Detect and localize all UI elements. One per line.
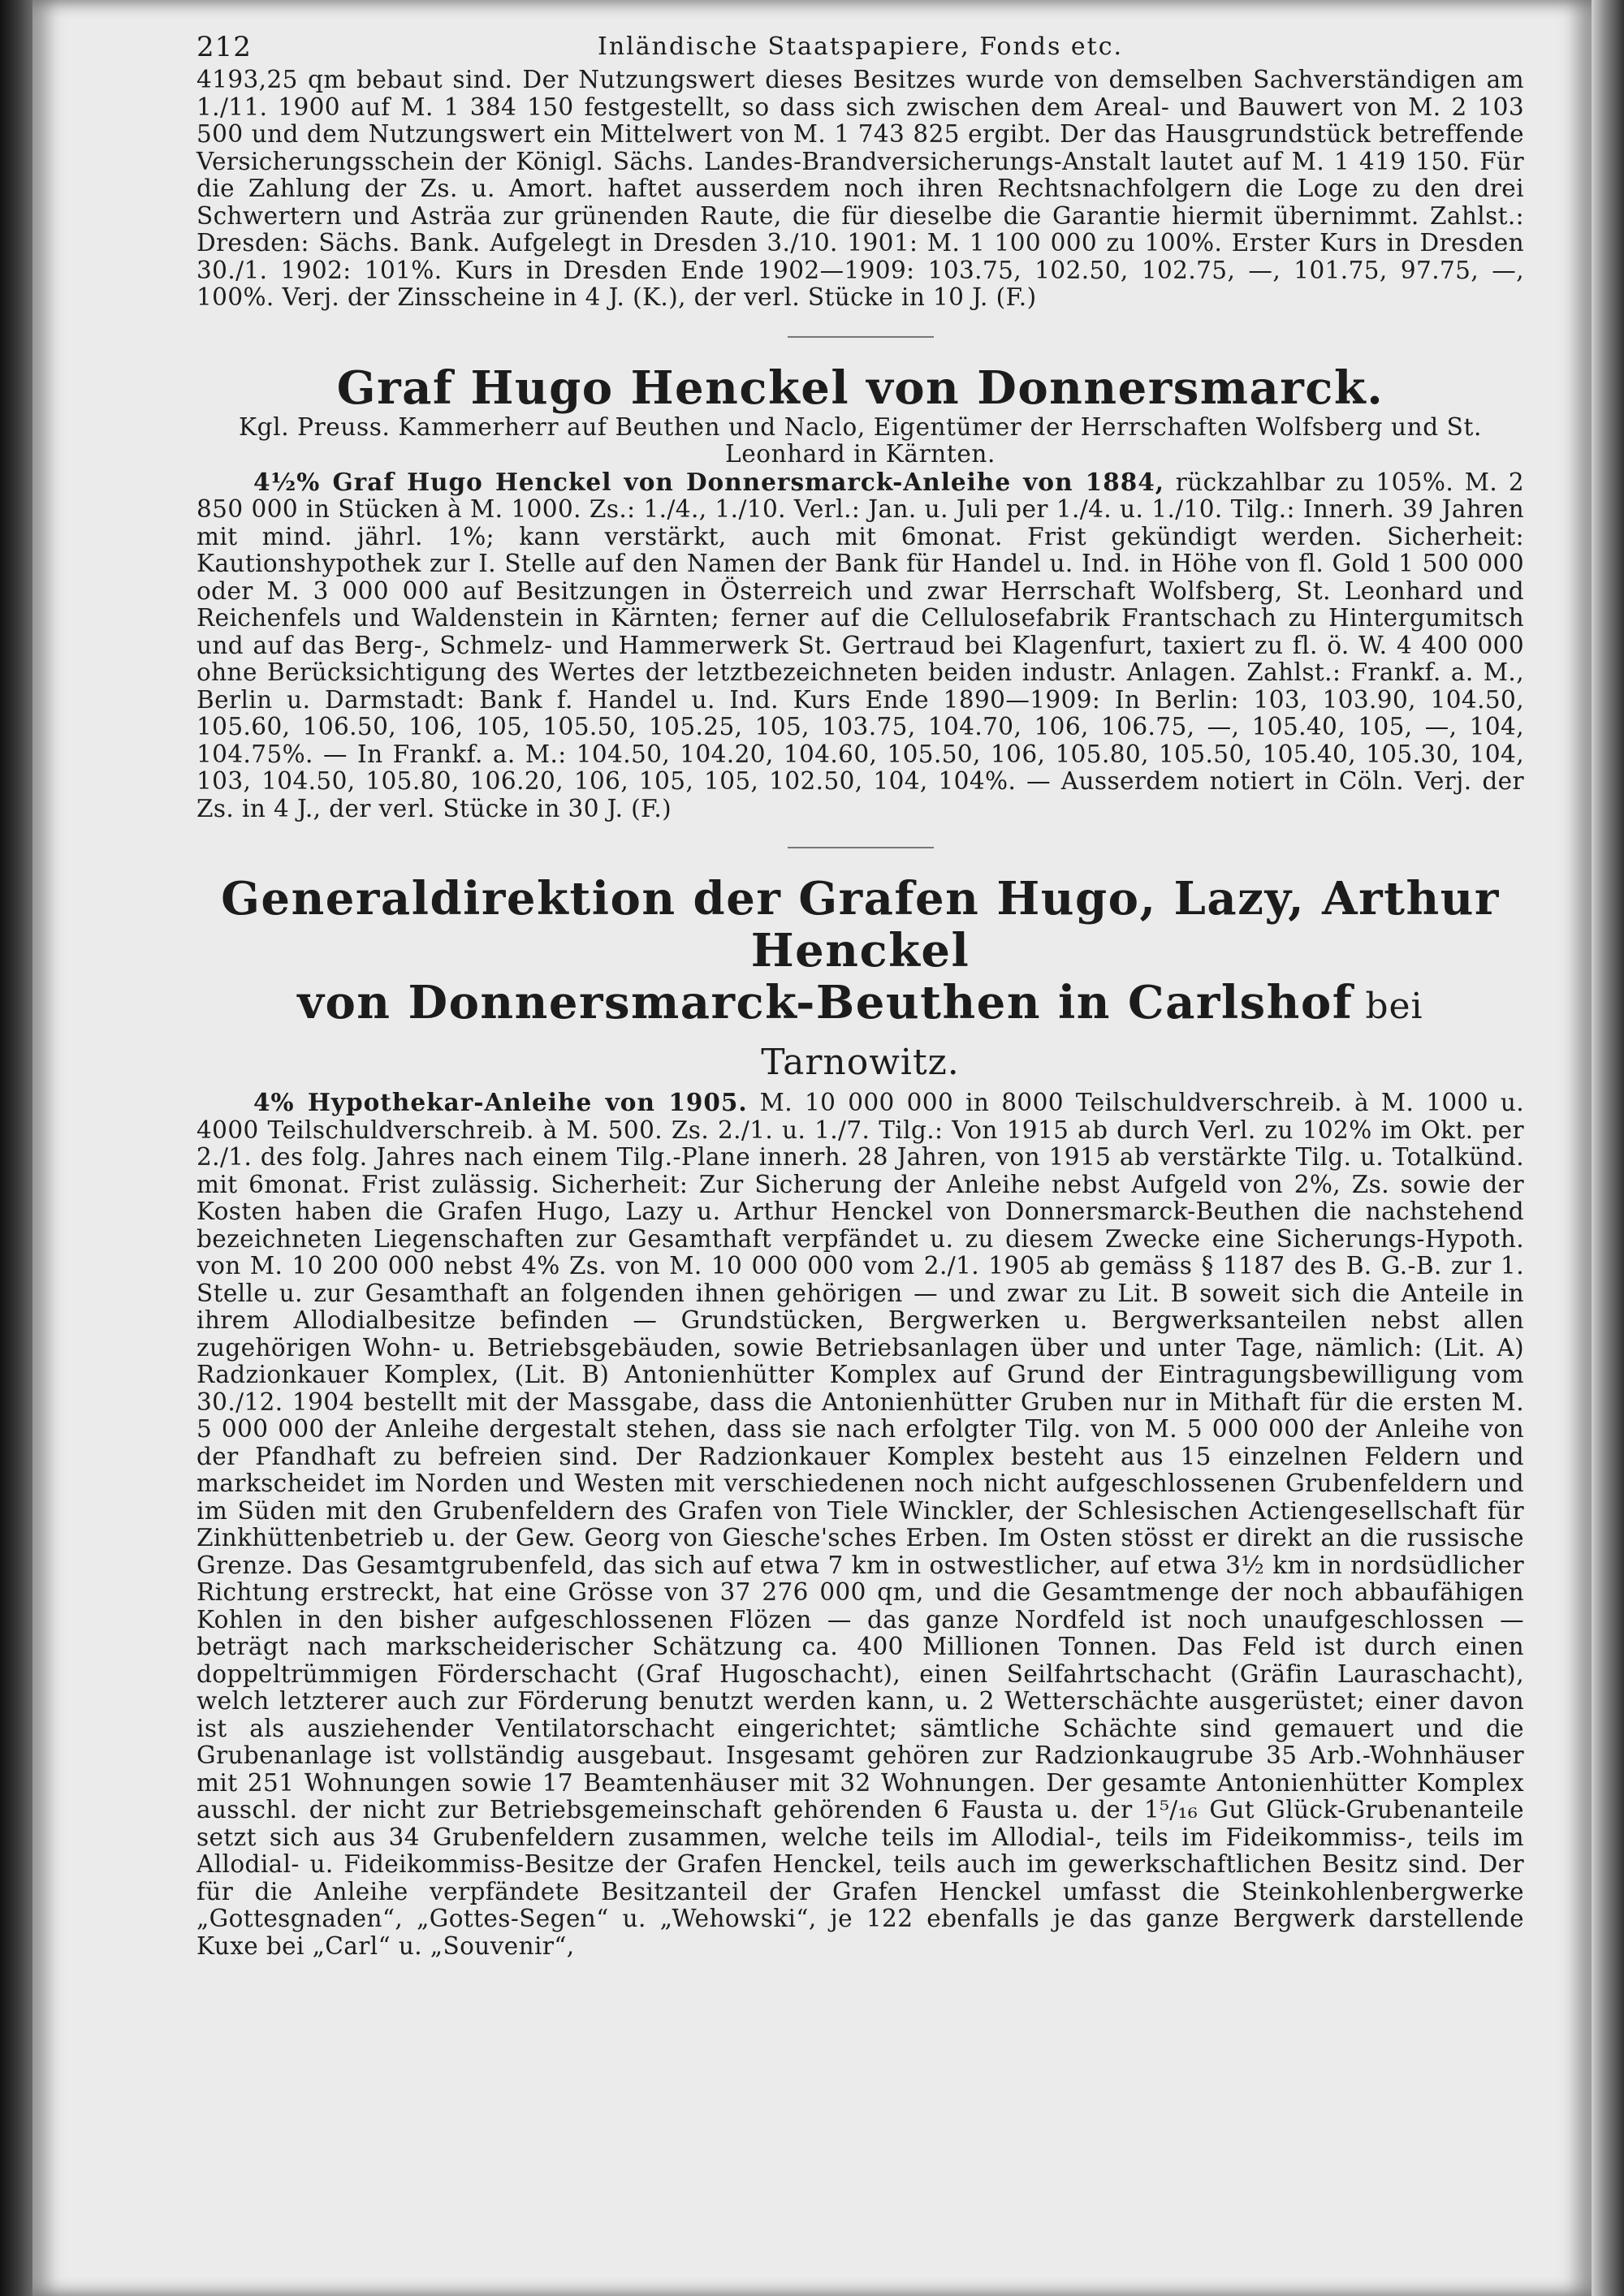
- running-header: [197, 24, 1524, 67]
- heading-location: bei Tarnowitz.: [761, 986, 1423, 1083]
- section-divider: [788, 336, 934, 338]
- book-binding: [0, 0, 32, 2296]
- section-subheading: Kgl. Preuss. Kammerherr auf Beuthen und Naclo, Eigentümer der Herrschaften Wolfsberg und St. Leonhard in Kärnten.: [239, 412, 1482, 468]
- intro-paragraph: 4193,25 qm bebaut sind. Der Nutzungswert dieses Besitzes wurde von demselben Sachverständigen am 1./11. 1900 auf M. 1 384 150 festgestellt, so dass sich zwischen dem Areal- und Bauwert von M. 2 103 500 und dem Nutzungswert ein Mittelwert von M. 1 743 825 ergibt. Der das Hausgrundstück betreffende Versicherungsschein der Königl. Sächs. Landes-Brandversicherungs-Anstalt lautet auf M. 1 419 150. Für die Zahlung der Zs. u. Amort. haftet ausserdem noch ihren Rechtsnachfolgern die Loge zu den drei Schwertern und Asträa zur grünenden Raute, die für dieselbe die Garantie hiermit übernimmt. Zahlst.: Dresden: Sächs. Bank. Aufgelegt in Dresden 3./10. 1901: M. 1 100 000 zu 100%. Erster Kurs in Dresden 30./1. 1902: 101%. Kurs in Dresden Ende 1902—1909: 103.75, 102.50, 102.75, —, 101.75, 97.75, —, 100%. Verj. der Zinsscheine in 4 J. (K.), der verl. Stücke in 10 J. (F.): [197, 66, 1524, 311]
- loan-body-1884: rückzahlbar zu 105%. M. 2 850 000 in Stücken à M. 1000. Zs.: 1./4., 1./10. Verl.: Jan. u. Juli per 1./4. u. 1./10. Tilg.: Innerh. 39 Jahren mit mind. jährl. 1%; kann verstärkt, auch mit 6monat. Frist gekündigt werden. Sicherheit: Kautionshypothek zur I. Stelle auf den Namen der Bank für Handel u. Ind. in Höhe von fl. Gold 1 500 000 oder M. 3 000 000 auf Besitzungen in Österreich und zwar Herrschaft Wolfsberg, St. Leonhard und Reichenfels und Waldenstein in Kärnten; ferner auf die Cellulosefabrik Frantschach zu Hintergumitsch und auf das Berg-, Schmelz- und Hammerwerk St. Gertraud bei Klagenfurt, taxiert zu fl. ö. W. 4 400 000 ohne Berücksichtigung des Wertes der letztbezeichneten beiden industr. Anlagen. Zahlst.: Frankf. a. M., Berlin u. Darmstadt: Bank f. Handel u. Ind. Kurs Ende 1890—1909: In Berlin: 103, 103.90, 104.50, 105.60, 106.50, 106, 105, 105.50, 105.25, 105, 103.75, 104.70, 106, 106.75, —, 105.40, 105, —, 104, 104.75%. — In Frankf. a. M.: 104.50, 104.20, 104.60, 105.50, 106, 105.80, 105.50, 105.40, 105.30, 104, 103, 104.50, 105.80, 106.20, 106, 105, 105, 102.50, 104, 104%. — Ausserdem notiert in Cöln. Verj. der Zs. in 4 J., der verl. Stücke in 30 J. (F.): [197, 468, 1524, 822]
- heading-line-2: von Donnersmarck-Beuthen in Carlshof: [297, 976, 1354, 1029]
- loan-title-1905: 4% Hypothekar-Anleihe von 1905.: [253, 1088, 748, 1116]
- page-edge-shadow: [1592, 0, 1624, 2296]
- loan-paragraph-1905: [197, 1089, 1524, 1960]
- running-title: Inländische Staatspapiere, Fonds etc.: [597, 32, 1124, 61]
- loan-paragraph-1884: [197, 468, 1524, 823]
- section-divider: [788, 847, 934, 848]
- scanned-page: [32, 0, 1592, 2296]
- page-content: [197, 24, 1524, 1960]
- loan-title-1884: 4½% Graf Hugo Henckel von Donnersmarck-Anleihe von 1884,: [253, 467, 1165, 496]
- heading-line-1: Generaldirektion der Grafen Hugo, Lazy, Arthur Henckel: [221, 872, 1500, 978]
- section-heading-generaldirektion: [197, 873, 1524, 1089]
- section-heading-graf-hugo: Graf Hugo Henckel von Donnersmarck.: [336, 360, 1384, 415]
- page-number: 212: [197, 31, 252, 63]
- loan-body-1905: M. 10 000 000 in 8000 Teilschuldverschreib. à M. 1000 u. 4000 Teilschuldverschreib. à M. 500. Zs. 2./1. u. 1./7. Tilg.: Von 1915 ab durch Verl. zu 102% im Okt. per 2./1. des folg. Jahres nach einem Tilg.-Plane innerh. 28 Jahren, von 1915 ab verstärkte Tilg. u. Totalkünd. mit 6monat. Frist zulässig. Sicherheit: Zur Sicherung der Anleihe nebst Aufgeld von 2%, Zs. sowie der Kosten haben die Grafen Hugo, Lazy u. Arthur Henckel von Donnersmarck-Beuthen die nachstehend bezeichneten Liegenschaften zur Gesamthaft verpfändet u. zu diesem Zwecke eine Sicherungs-Hypoth. von M. 10 200 000 nebst 4% Zs. von M. 10 000 000 vom 2./1. 1905 ab gemäss § 1187 des B. G.-B. zur 1. Stelle u. zur Gesamthaft an folgenden ihnen gehörigen — und zwar zu Lit. B soweit sich die Anteile in ihrem Allodialbesitze befinden — Grundstücken, Bergwerken u. Bergwerksanteilen nebst allen zugehörigen Wohn- u. Betriebsgebäuden, sowie Betriebsanlagen über und unter Tage, nämlich: (Lit. A) Radzionkauer Komplex, (Lit. B) Antonienhütter Komplex auf Grund der Eintragungsbewilligung vom 30./12. 1904 bestellt mit der Massgabe, dass die Antonienhütter Gruben nur in Mithaft für die ersten M. 5 000 000 der Anleihe dergestalt stehen, dass sie nach erfolgter Tilg. von M. 5 000 000 der Anleihe von der Pfandhaft zu befreien sind. Der Radzionkauer Komplex besteht aus 15 einzelnen Feldern und markscheidet im Norden und Westen mit verschiedenen noch nicht aufgeschlossenen Grubenfeldern und im Süden mit den Grubenfeldern des Grafen von Tiele Winckler, der Schlesischen Actiengesellschaft für Zinkhüttenbetrieb u. der Gew. Georg von Giesche'sches Erben. Im Osten stösst er direkt an die russische Grenze. Das Gesamtgrubenfeld, das sich auf etwa 7 km in ostwestlicher, auf etwa 3½ km in nordsüdlicher Richtung erstreckt, hat eine Grösse von 37 276 000 qm, und die Gesamtmenge der noch abbaufähigen Kohlen in den bisher aufgeschlossenen Flözen — das ganze Nordfeld ist noch unaufgeschlossen — beträgt nach markscheiderischer Schätzung ca. 400 Millionen Tonnen. Das Feld ist durch einen doppeltrümmigen Förderschacht (Graf Hugoschacht), einen Seilfahrtschacht (Gräfin Lauraschacht), welch letzterer auch zur Förderung benutzt werden kann, u. 2 Wetterschächte ausgerüstet; einer davon ist als ausziehender Ventilatorschacht eingerichtet; sämtliche Schächte sind gemauert und die Grubenanlage ist vollständig ausgebaut. Insgesamt gehören zur Radzionkaugrube 35 Arb.-Wohnhäuser mit 251 Wohnungen sowie 17 Beamtenhäuser mit 32 Wohnungen. Der gesamte Antonienhütter Komplex ausschl. der nicht zur Betriebsgemeinschaft gehörenden 6 Fausta u. der 1⁵/₁₆ Gut Glück-Grubenanteile setzt sich aus 34 Grubenfeldern zusammen, welche teils im Allodial-, teils im Fideikommiss-, teils im Allodial- u. Fideikommiss-Besitze der Grafen Henckel, teils auch im gewerkschaftlichen Besitz sind. Der für die Anleihe verpfändete Besitzanteil der Grafen Henckel umfasst die Steinkohlenbergwerke „Gottesgnaden“, „Gottes-Segen“ u. „Wehowski“, je 122 ebenfalls je das ganze Bergwerk darstellende Kuxe bei „Carl“ u. „Souvenir“,: [197, 1089, 1524, 1960]
